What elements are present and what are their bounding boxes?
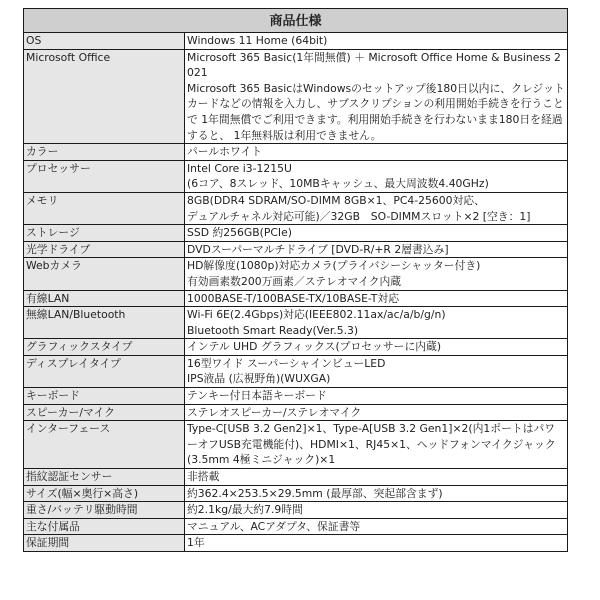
spec-value-line: 有効画素数200万画素／ステレオマイク内蔵 <box>187 274 402 288</box>
spec-value <box>185 485 568 502</box>
spec-value-line: マニュアル、ACアダプタ、保証書等 <box>187 519 361 533</box>
spec-row <box>24 518 568 535</box>
spec-value-line: 約362.4×253.5×29.5mm (最厚部、突起部含まず) <box>187 486 443 500</box>
spec-value <box>185 502 568 519</box>
spec-value-line: 16型ワイド スーパーシャインビューLED <box>187 356 386 370</box>
spec-label: スピーカー/マイク <box>24 404 185 421</box>
spec-label: ストレージ <box>24 225 185 242</box>
spec-value <box>185 290 568 307</box>
spec-label: 光学ドライブ <box>24 241 185 258</box>
spec-label: 主な付属品 <box>24 518 185 535</box>
spec-value-line: DVDスーパーマルチドライブ [DVD-R/+R 2層書込み] <box>187 242 449 256</box>
spec-value <box>185 258 568 290</box>
spec-value-line: Intel Core i3-1215U <box>187 161 292 175</box>
spec-label: 無線LAN/Bluetooth <box>24 307 185 339</box>
spec-value <box>185 160 568 192</box>
spec-row <box>24 388 568 405</box>
spec-value-line: SSD 約256GB(PCIe) <box>187 226 292 240</box>
spec-row <box>24 404 568 421</box>
spec-label: グラフィックスタイプ <box>24 339 185 356</box>
spec-row <box>24 339 568 356</box>
spec-body <box>24 33 568 552</box>
spec-label: OS <box>24 33 185 50</box>
spec-label: 保証期間 <box>24 535 185 552</box>
spec-row <box>24 535 568 552</box>
spec-row <box>24 144 568 161</box>
spec-value-line: Windows 11 Home (64bit) <box>187 34 328 47</box>
spec-value <box>185 225 568 242</box>
spec-title: 商品仕様 <box>24 9 568 33</box>
spec-value <box>185 33 568 50</box>
spec-row <box>24 485 568 502</box>
spec-value <box>185 518 568 535</box>
spec-value-line: Microsoft 365 Basic(1年間無償) ＋ Microsoft Office Home & Business 2021 <box>187 50 561 80</box>
spec-value <box>185 339 568 356</box>
spec-row <box>24 192 568 224</box>
spec-value <box>185 355 568 387</box>
spec-value-line: 約2.1kg/最大約7.9時間 <box>187 503 303 517</box>
spec-row <box>24 421 568 469</box>
spec-label: ディスプレイタイプ <box>24 355 185 387</box>
spec-label: 有線LAN <box>24 290 185 307</box>
spec-value-line: Microsoft 365 BasicはWindowsのセットアップ後180日以内に、クレジットカードなどの情報を入力し、サブスクリプションの利用開始手続きを行うことで 1年間無償でご利用できます。利用開始手続きを行わないまま180日を経過すると、 1年無料版は利用できません。 <box>187 81 565 142</box>
spec-value-line: Wi-Fi 6E(2.4Gbps)対応(IEEE802.11ax/ac/a/b/g/n) <box>187 308 446 322</box>
spec-value-line: Type-C[USB 3.2 Gen2]×1、Type-A[USB 3.2 Gen1]×2(内1ポートはパワーオフUSB充電機能付)、HDMI×1、RJ45×1、ヘッドフォンマイクジャック(3.5mm 4極ミニジャック)×1 <box>187 422 556 467</box>
spec-label: 重さ/バッテリ駆動時間 <box>24 502 185 519</box>
spec-value <box>185 469 568 486</box>
spec-label: Webカメラ <box>24 258 185 290</box>
spec-value-line: HD解像度(1080p)対応カメラ(プライバシーシャッター付き) <box>187 259 481 273</box>
spec-label: メモリ <box>24 192 185 224</box>
spec-row <box>24 241 568 258</box>
spec-label: 指紋認証センサー <box>24 469 185 486</box>
spec-label: プロセッサー <box>24 160 185 192</box>
spec-table <box>23 8 568 552</box>
spec-value <box>185 192 568 224</box>
spec-value <box>185 421 568 469</box>
spec-value <box>185 535 568 552</box>
spec-value-line: テンキー付日本語キーボード <box>187 389 327 403</box>
spec-row <box>24 33 568 50</box>
spec-value <box>185 388 568 405</box>
spec-label: サイズ(幅×奥行×高さ) <box>24 485 185 502</box>
spec-row <box>24 49 568 144</box>
spec-label: インターフェース <box>24 421 185 469</box>
spec-row <box>24 225 568 242</box>
spec-value-line: 8GB(DDR4 SDRAM/SO-DIMM 8GB×1、PC4-25600対応、 <box>187 193 485 207</box>
spec-value <box>185 404 568 421</box>
spec-row <box>24 258 568 290</box>
spec-value-line: 1000BASE-T/100BASE-TX/10BASE-T対応 <box>187 291 399 305</box>
spec-row <box>24 307 568 339</box>
spec-value-line: ステレオスピーカー/ステレオマイク <box>187 405 362 419</box>
spec-value-line: 非搭載 <box>187 470 220 484</box>
spec-value-line: インテル UHD グラフィックス(プロセッサーに内蔵) <box>187 340 442 354</box>
spec-value <box>185 144 568 161</box>
spec-value-line: デュアルチャネル対応可能)／32GB SO-DIMMスロット×2 [空き：1] <box>187 209 531 223</box>
spec-value <box>185 307 568 339</box>
spec-label: Microsoft Office <box>24 49 185 144</box>
spec-value <box>185 49 568 144</box>
spec-value-line: パールホワイト <box>187 145 263 159</box>
spec-value <box>185 241 568 258</box>
spec-row <box>24 469 568 486</box>
spec-row <box>24 290 568 307</box>
spec-label: カラー <box>24 144 185 161</box>
spec-value-line: Bluetooth Smart Ready(Ver.5.3) <box>187 323 359 337</box>
spec-row <box>24 160 568 192</box>
spec-value-line: (6コア、8スレッド、10MBキャッシュ、最大周波数4.40GHz) <box>187 177 489 191</box>
spec-row <box>24 355 568 387</box>
spec-row <box>24 502 568 519</box>
spec-value-line: 1年 <box>187 536 205 550</box>
spec-value-line: IPS液晶 (広視野角)(WUXGA) <box>187 372 331 386</box>
spec-label: キーボード <box>24 388 185 405</box>
spec-header-row <box>24 9 568 33</box>
